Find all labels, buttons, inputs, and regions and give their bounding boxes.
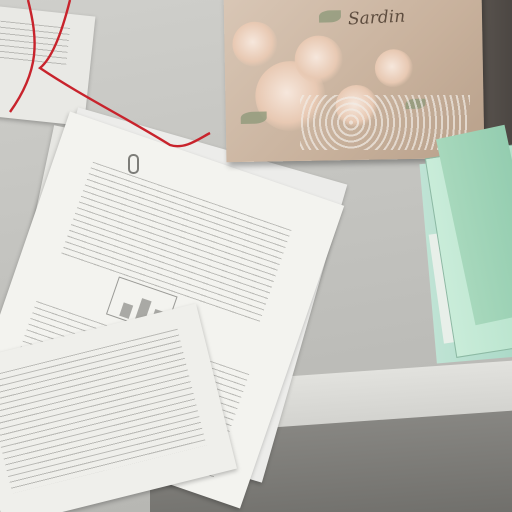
- box-brand-logo: Sardin: [347, 6, 406, 30]
